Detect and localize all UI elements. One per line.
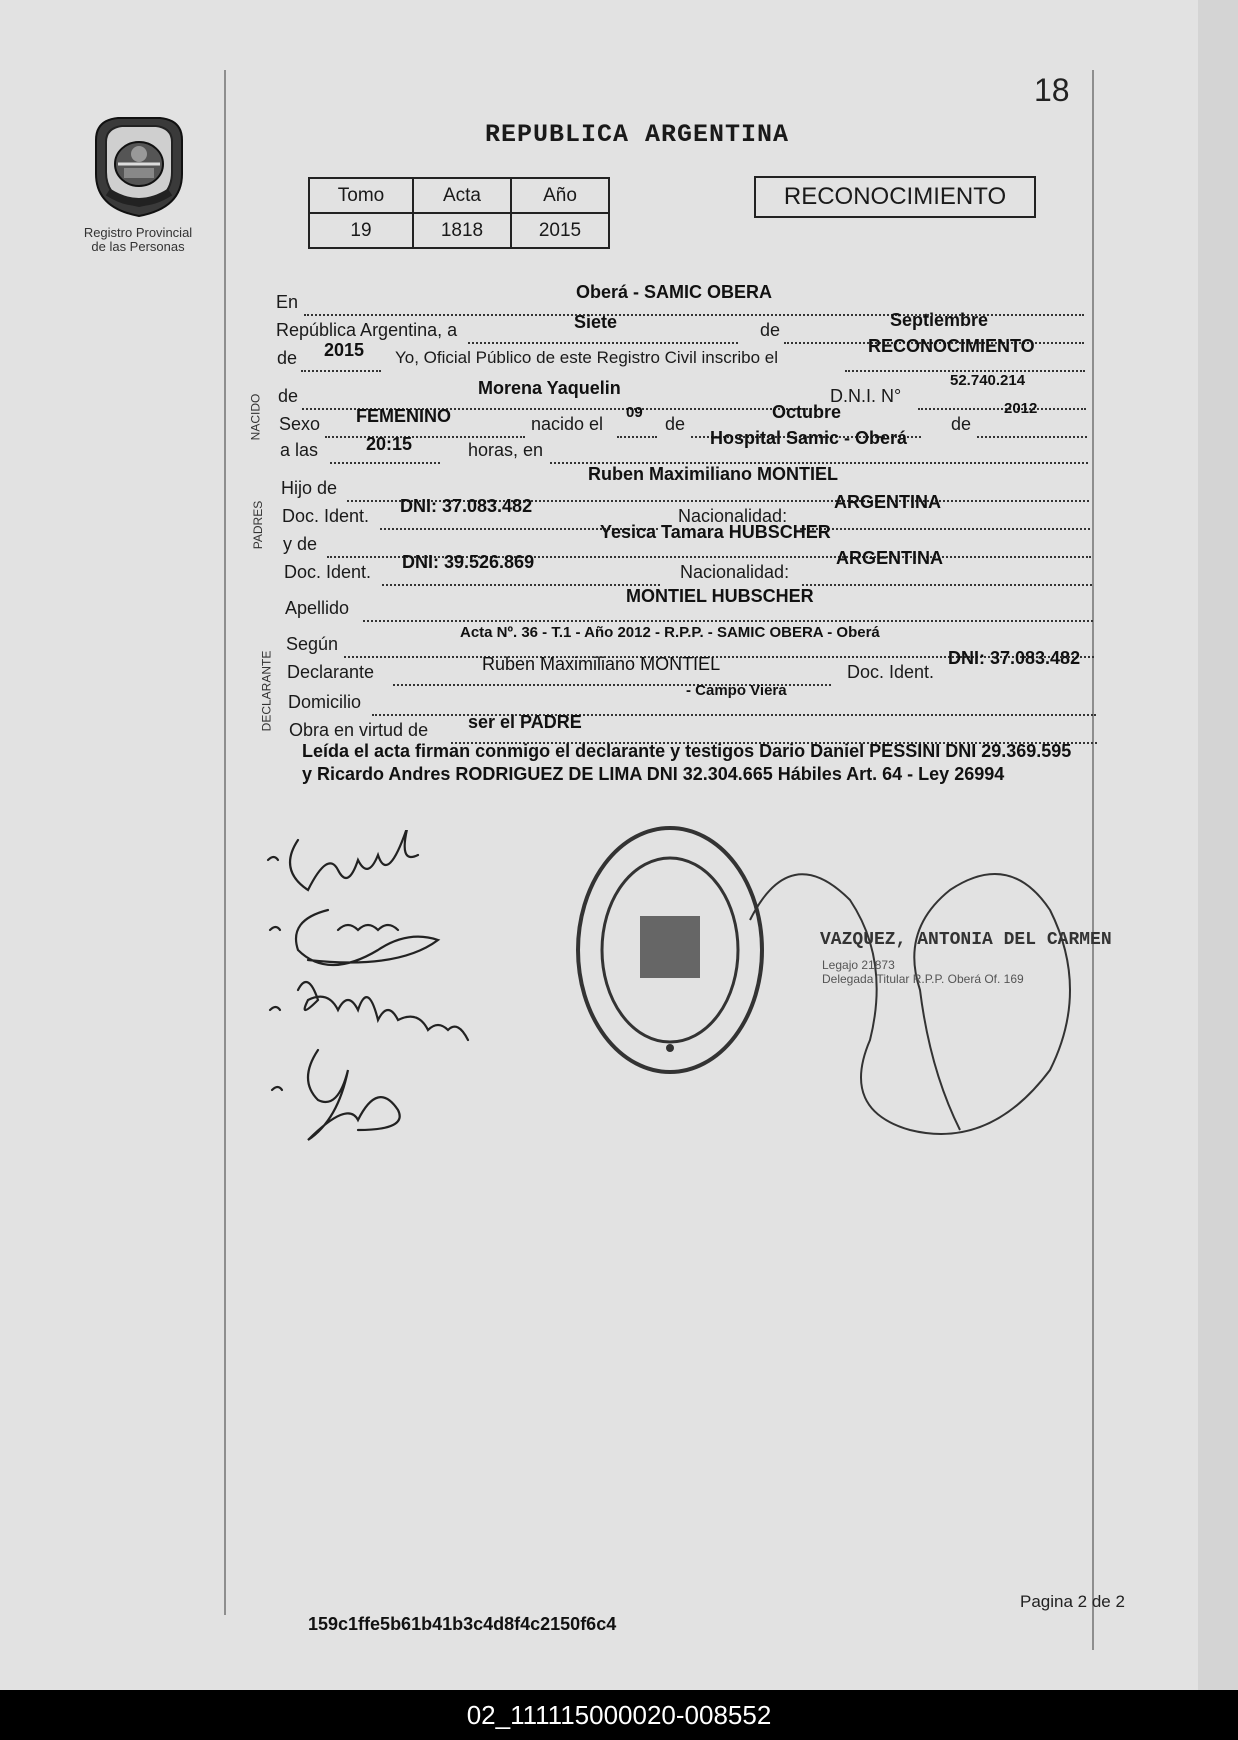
label-docident2: Doc. Ident. (284, 562, 372, 582)
dotted-line (977, 414, 1087, 438)
value-lugar: Hospital Samic - Oberá (710, 428, 908, 448)
left-margin-line (224, 70, 226, 1615)
value-nombre: Morena Yaquelin (478, 378, 621, 398)
page-indicator: Pagina 2 de 2 (1020, 1592, 1125, 1611)
label-alas: a las (280, 440, 319, 460)
value-madre-nac: ARGENTINA (836, 548, 943, 568)
value-obra: ser el PADRE (468, 712, 582, 732)
label-segun: Según (286, 634, 339, 654)
label-horas: horas, en (468, 440, 544, 460)
label-republica: República Argentina, a (276, 320, 458, 340)
value-madre-doc: DNI: 39.526.869 (402, 552, 535, 572)
record-type-box: RECONOCIMIENTO (754, 176, 1036, 218)
value-madre: Yesica Tamara HUBSCHER (600, 522, 831, 542)
provincial-crest-logo (88, 112, 190, 220)
officer-name: VAZQUEZ, ANTONIA DEL CARMEN (820, 930, 1112, 950)
officer-role: Delegada Titular R.P.P. Oberá Of. 169 (822, 972, 1024, 986)
value-dia: Siete (574, 312, 618, 332)
document-hash: 159c1ffe5b61b41b3c4d8f4c2150f6c4 (308, 1614, 617, 1634)
label-de3: de (278, 386, 299, 406)
side-label-padres: PADRES (251, 500, 266, 550)
value-nac-anio: 2012 (1004, 400, 1038, 417)
label-nacido: nacido el (531, 414, 604, 434)
closing-statement: Leída el acta firman conmigo el declarante y testigos Dario Daniel PESSINI DNI 29.369.595 y Ricardo Andres RODRIGUEZ DE LIMA DNI 32.304.665 Hábiles Art. 64 - Ley 26994 (302, 741, 1072, 784)
label-nacionalidad2: Nacionalidad: (680, 562, 790, 582)
label-oficial: Yo, Oficial Público de este Registro Civil inscribo el (395, 348, 778, 367)
value-mes: Septiembre (890, 310, 989, 330)
crest-label: Registro Provincial de las Personas (83, 225, 193, 254)
value-segun: Acta Nº. 36 - T.1 - Año 2012 - R.P.P. - SAMIC OBERA - Oberá (460, 624, 880, 641)
value-hora: 20:15 (366, 434, 413, 454)
value-acto: RECONOCIMIENTO (868, 336, 1035, 356)
value-nac-mes: Octubre (772, 402, 842, 422)
officer-legajo: Legajo 21873 (822, 958, 895, 972)
label-dni: D.N.I. N° (830, 386, 902, 406)
side-label-declarante: DECLARANTE (259, 650, 274, 732)
dotted-line (918, 386, 1086, 410)
value-declarante-doc: DNI: 37.083.482 (948, 648, 1081, 668)
record-table (308, 177, 610, 249)
table-value-anio: 2015 (511, 213, 609, 248)
value-padre: Ruben Maximiliano MONTIEL (588, 464, 839, 484)
label-nacionalidad: Nacionalidad: (678, 506, 788, 526)
value-anio: 2015 (324, 340, 365, 360)
value-padre-nac: ARGENTINA (834, 492, 941, 512)
table-header-tomo: Tomo (309, 178, 413, 213)
table-value-acta: 1818 (413, 213, 511, 248)
value-nac-dia: 09 (626, 404, 643, 421)
label-en: En (276, 292, 299, 312)
table-header-anio: Año (511, 178, 609, 213)
label-sexo: Sexo (279, 414, 321, 434)
officer-subtitle (822, 958, 1024, 986)
paper-edge (1198, 0, 1238, 1690)
witness-signatures (258, 830, 478, 1150)
value-padre-doc: DNI: 37.083.482 (400, 496, 533, 516)
value-en: Oberá - SAMIC OBERA (576, 282, 773, 302)
value-declarante: Ruben Maximiliano MONTIEL (482, 654, 721, 674)
label-yde: y de (283, 534, 318, 554)
label-de4: de (665, 414, 686, 434)
label-declarante: Declarante (287, 662, 375, 682)
footer-id-bar: 02_111115000020-008552 (0, 1690, 1238, 1740)
value-apellido: MONTIEL HUBSCHER (626, 586, 814, 606)
label-de5: de (951, 414, 972, 434)
label-de2: de (277, 348, 298, 368)
value-domicilio: - Campo Viera (686, 682, 787, 699)
label-domicilio: Domicilio (288, 692, 362, 712)
side-label-nacido: NACIDO (248, 393, 263, 441)
value-dni: 52.740.214 (950, 372, 1026, 389)
table-value-tomo: 19 (309, 213, 413, 248)
label-hijo: Hijo de (281, 478, 338, 498)
label-docident: Doc. Ident. (282, 506, 370, 526)
page-title: REPUBLICA ARGENTINA (485, 120, 790, 149)
table-header-acta: Acta (413, 178, 511, 213)
page-number: 18 (1034, 72, 1070, 108)
label-de: de (760, 320, 781, 340)
label-obra: Obra en virtud de (289, 720, 429, 740)
value-sexo: FEMENINO (356, 406, 452, 426)
label-apellido: Apellido (285, 598, 350, 618)
label-docident3: Doc. Ident. (847, 662, 935, 682)
